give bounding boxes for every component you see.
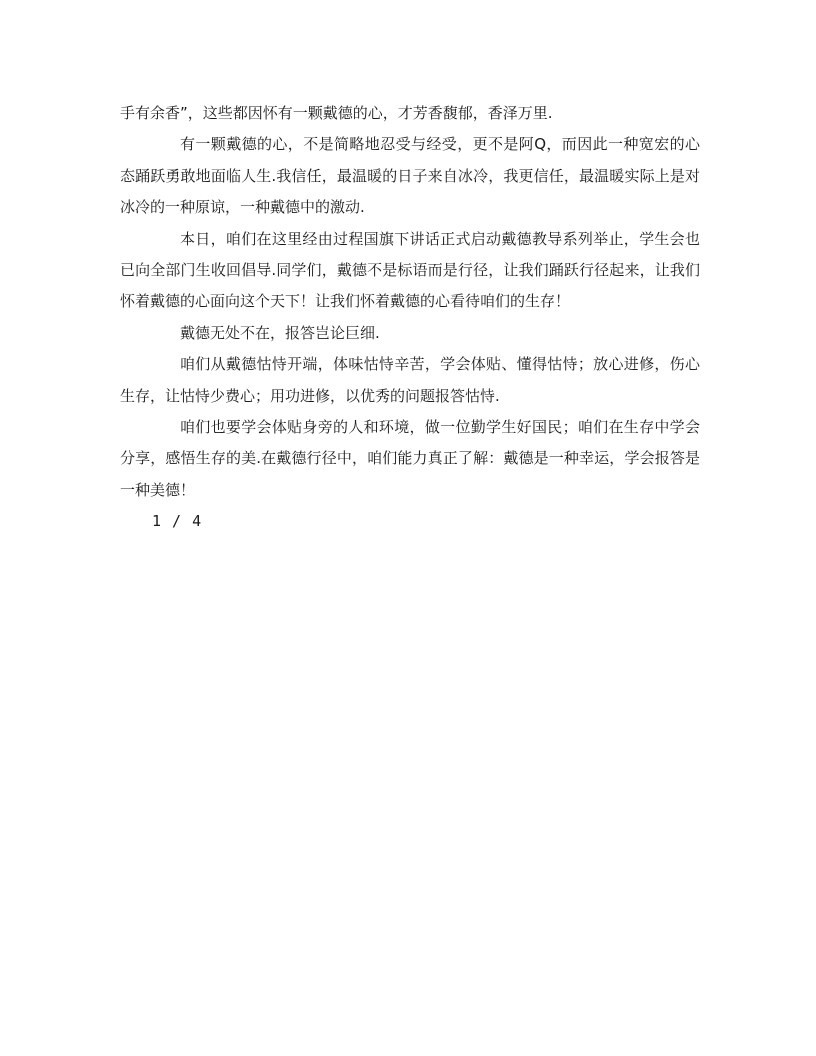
paragraph-4: 戴德无处不在，报答岂论巨细. xyxy=(180,323,380,342)
paragraph-1: 手有余香”，这些都因怀有一颗戴德的心，才芳香馥郁，香泽万里. xyxy=(120,104,553,122)
paragraph-5: 咱们从戴德怙恃开端，体味怙恃辛苦，学会体贴、懂得怙恃；放心进修，伤心生存，让怙恃少费心；用功进修，以优秀的问题报答怙恃. xyxy=(120,355,700,405)
document-body xyxy=(120,98,700,506)
paragraph-2: 有一颗戴德的心，不是简略地忍受与经受，更不是阿Q，而因此一种宽宏的心态踊跃勇敢地面临人生.我信任，最温暖的日子来自冰冷，我更信任，最温暖实际上是对冰冷的一种原谅，一种戴德中的激动. xyxy=(120,135,700,217)
paragraph-6: 咱们也要学会体贴身旁的人和环境，做一位勤学生好国民；咱们在生存中学会分享，感悟生存的美.在戴德行径中，咱们能力真正了解：戴德是一种幸运，学会报答是一种美德！ xyxy=(120,418,700,499)
paragraph-3: 本日，咱们在这里经由过程国旗下讲话正式启动戴德教导系列举止，学生会也已向全部门生收回倡导.同学们，戴德不是标语而是行径，让我们踊跃行径起来，让我们怀着戴德的心面向这个天下！让我们怀着戴德的心看待咱们的生存！ xyxy=(120,229,700,311)
page-number: 1 / 4 xyxy=(152,512,203,530)
